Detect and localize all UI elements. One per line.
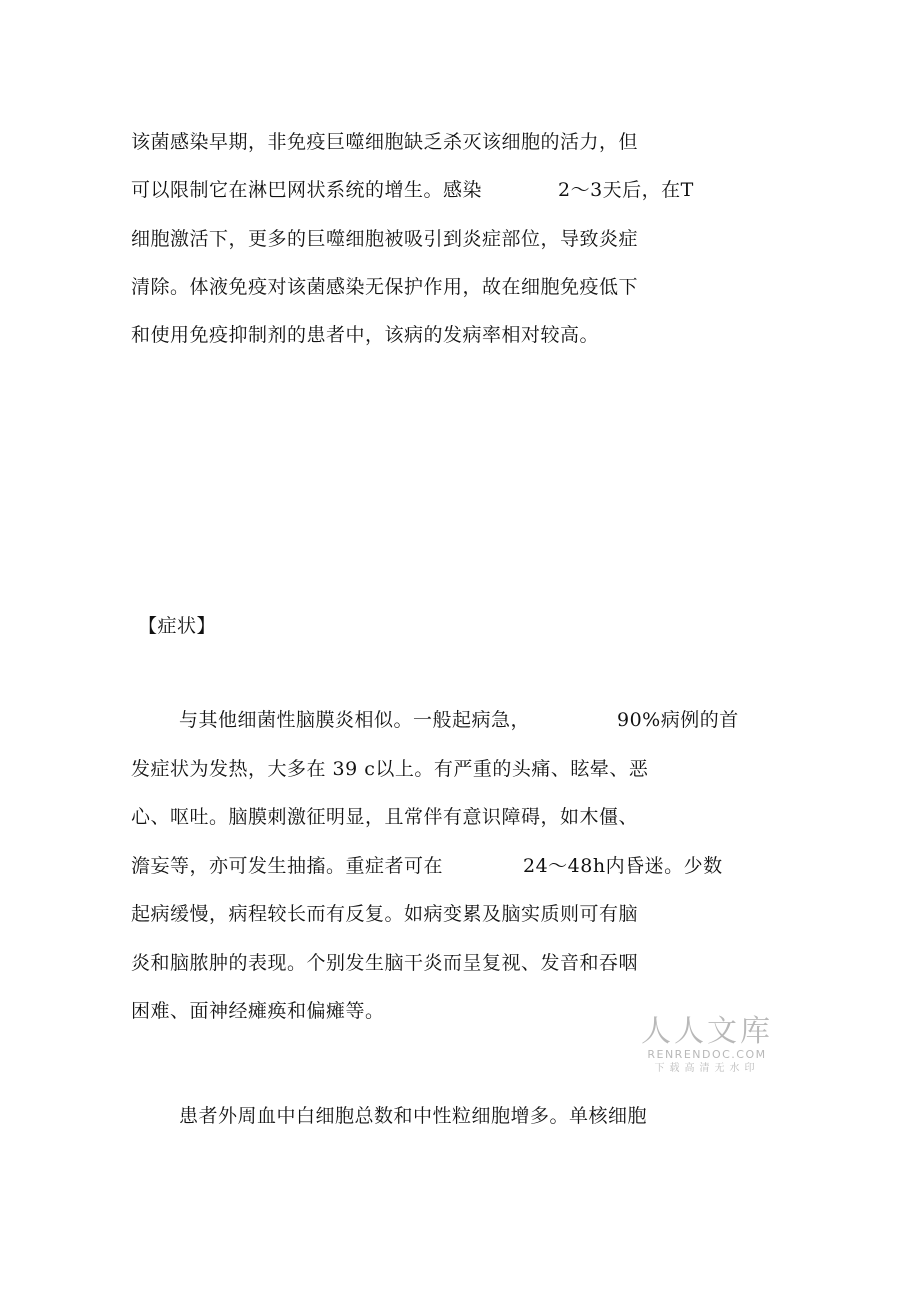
watermark-tagline: 下载高清无水印	[654, 1063, 760, 1074]
paragraph-2-line-4a: 澹妄等，亦可发生抽搐。重症者可在	[131, 855, 444, 877]
paragraph-2-line-2: 发症状为发热，大多在 39 c以上。有严重的头痛、眩晕、恶	[131, 758, 649, 780]
paragraph-2-line-7: 困难、面神经瘫痪和偏瘫等。	[131, 1000, 385, 1022]
paragraph-2-line-1b: 90%病例的首	[617, 709, 739, 731]
section-heading-symptoms: 【症状】	[138, 615, 217, 637]
paragraph-2-line-3: 心、呕吐。脑膜刺激征明显，且常伴有意识障碍，如木僵、	[131, 806, 639, 828]
watermark-domain: RENRENDOC.COM	[647, 1048, 767, 1061]
paragraph-3-line-1: 患者外周血中白细胞总数和中性粒细胞增多。单核细胞	[179, 1105, 648, 1127]
paragraph-2-line-4b: 24～48h内昏迷。少数	[523, 855, 723, 877]
paragraph-2-line-6: 炎和脑脓肿的表现。个别发生脑干炎而呈复视、发音和吞咽	[131, 952, 639, 974]
paragraph-2-line-1a: 与其他细菌性脑膜炎相似。一般起病急，	[179, 709, 531, 731]
paragraph-1-line-2b: 2～3天后，在T	[558, 179, 694, 201]
paragraph-1-line-1: 该菌感染早期，非免疫巨噬细胞缺乏杀灭该细胞的活力，但	[131, 131, 639, 153]
watermark-brand: 人人文库	[641, 1014, 773, 1049]
paragraph-1-line-5: 和使用免疫抑制剂的患者中，该病的发病率相对较高。	[131, 324, 600, 346]
paragraph-1-line-2a: 可以限制它在淋巴网状系统的增生。感染	[131, 179, 483, 201]
watermark-logo	[640, 1016, 774, 1076]
paragraph-2-line-5: 起病缓慢，病程较长而有反复。如病变累及脑实质则可有脑	[131, 903, 639, 925]
paragraph-1-line-3: 细胞激活下，更多的巨噬细胞被吸引到炎症部位，导致炎症	[131, 228, 639, 250]
paragraph-1-line-4: 清除。体液免疫对该菌感染无保护作用，故在细胞免疫低下	[131, 276, 639, 298]
